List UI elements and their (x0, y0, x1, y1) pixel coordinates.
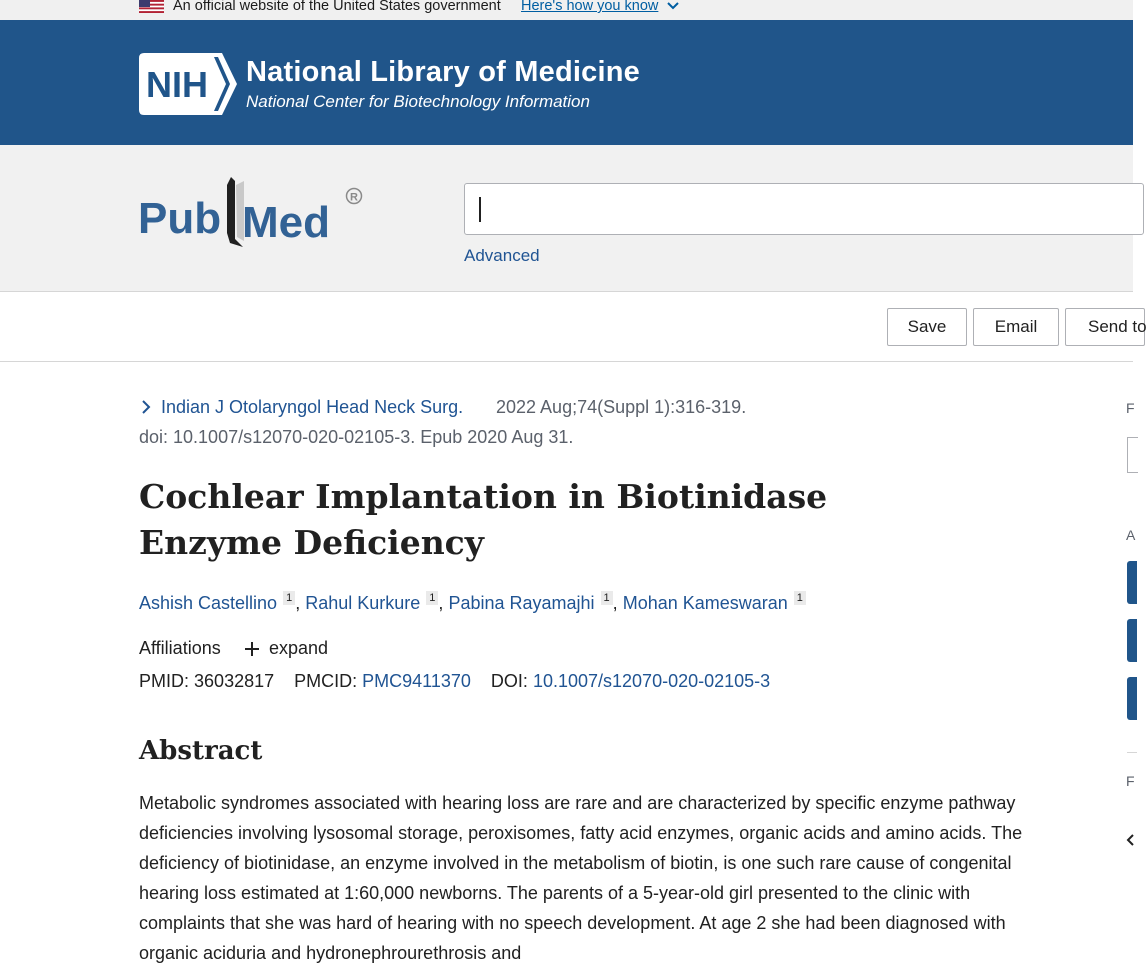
pmid-label: PMID: (139, 671, 190, 691)
chevron-down-icon[interactable] (667, 0, 679, 12)
gov-banner (0, 0, 1133, 20)
chevron-right-icon[interactable] (141, 400, 151, 414)
sidebar-action-button[interactable] (1127, 619, 1137, 662)
advanced-search-link[interactable]: Advanced (464, 246, 540, 265)
pmcid-label: PMCID: (294, 671, 358, 691)
chevron-left-icon[interactable] (1126, 834, 1134, 846)
doi-link[interactable]: 10.1007/s12070-020-02105-3 (532, 671, 771, 691)
nih-title[interactable]: National Library of Medicine (246, 56, 640, 88)
nih-header (0, 20, 1133, 145)
author-separator: , (438, 593, 444, 613)
sidebar-action-button[interactable] (1127, 677, 1137, 720)
nih-subtitle[interactable]: National Center for Biotechnology Information (246, 92, 590, 111)
send-to-button[interactable]: Send to (1065, 308, 1145, 346)
abstract-text: Metabolic syndromes associated with hearing loss are rare and are characterized by specific enzyme pathway deficiencies involving lysosomal storage, peroxisomes, fatty acid enzymes, organic acids and amino acids. The deficiency of biotinidase, an enzyme involved in the metabolism of biotin, is one such rare cause of congenital hearing loss estimated at 1:60,000 newborns. The parents of a 5-year-old girl presented to the clinic with complaints that she was hard of hearing with no speech development. At age 2 she had been diagnosed with organic aciduria and hydronephrourethrosis and (139, 793, 1023, 963)
email-button[interactable]: Email (973, 308, 1059, 346)
affiliations-label: Affiliations (139, 638, 221, 658)
author-link[interactable]: Ashish Castellino (139, 593, 278, 613)
plus-icon[interactable] (244, 641, 260, 657)
affiliation-number[interactable]: 1 (601, 591, 613, 605)
abstract-heading: Abstract (139, 736, 263, 766)
pubmed-logo-text: PubMed (138, 175, 142, 176)
article-title: Cochlear Implantation in Biotinidase Enzyme Deficiency (139, 477, 828, 562)
pmid-value: 36032817 (194, 671, 275, 691)
svg-text:Med: Med (242, 198, 330, 247)
sidebar-label: F (1126, 400, 1135, 416)
journal-link[interactable]: Indian J Otolaryngol Head Neck Surg. (161, 397, 464, 417)
citation-date: 2022 Aug;74(Suppl 1):316-319. (496, 397, 747, 417)
sidebar-divider (1127, 752, 1137, 753)
gov-banner-text: An official website of the United States government (173, 0, 501, 14)
svg-text:R: R (350, 191, 358, 204)
heres-how-you-know-link[interactable]: Here's how you know (521, 0, 659, 14)
sidebar-label: A (1126, 527, 1136, 543)
us-flag-icon (139, 0, 164, 13)
expand-affiliations-button[interactable]: expand (269, 638, 329, 658)
author-separator: , (295, 593, 301, 613)
svg-text:Pub: Pub (138, 194, 222, 243)
affiliation-number[interactable]: 1 (426, 591, 438, 605)
identifiers (139, 671, 770, 692)
nih-logo-icon[interactable] (138, 52, 238, 116)
sidebar-action-button[interactable] (1127, 561, 1137, 604)
search-input[interactable] (464, 183, 1144, 235)
affiliation-number[interactable]: 1 (794, 591, 806, 605)
pmcid-link[interactable]: PMC9411370 (362, 671, 471, 691)
pubmed-logo-icon[interactable] (138, 175, 368, 255)
affiliation-number[interactable]: 1 (283, 591, 295, 605)
nih-logo-text: NIH (146, 64, 208, 105)
save-button[interactable]: Save (887, 308, 967, 346)
author-separator: , (612, 593, 618, 613)
author-link[interactable]: Mohan Kameswaran (622, 593, 788, 613)
search-band (0, 145, 1133, 292)
author-link[interactable]: Pabina Rayamajhi (448, 593, 595, 613)
author-link[interactable]: Rahul Kurkure (305, 593, 421, 613)
sidebar-select[interactable] (1127, 437, 1138, 473)
doi-label: DOI: (490, 671, 528, 691)
sidebar-label: F (1126, 773, 1135, 789)
author-list (139, 591, 806, 614)
action-bar (0, 292, 1147, 362)
citation-doi: doi: 10.1007/s12070-020-02105-3. Epub 2020 Aug 31. (139, 427, 574, 447)
text-cursor (479, 197, 481, 222)
